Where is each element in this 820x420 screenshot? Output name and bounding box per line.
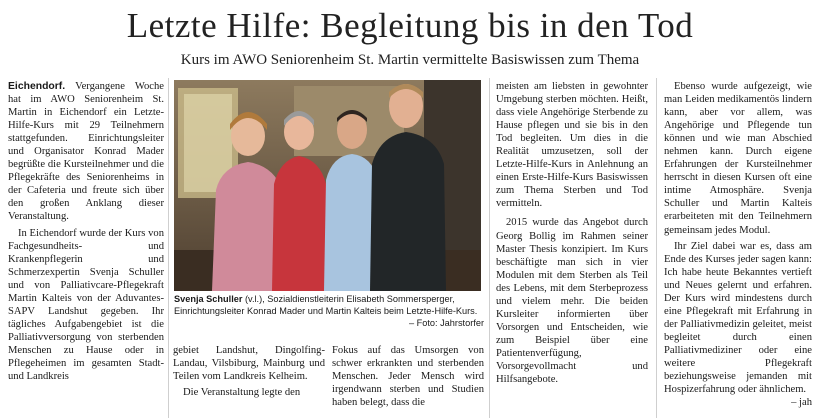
article-column-2-bottom xyxy=(173,344,325,418)
paragraph: Ihr Ziel dabei war es, dass am Ende des Kurses jeder sagen kann: Ich habe heute Bekanntes vertieft und Neues gelernt und erfahren. Der Kurs wird mindestens durch eine Pflegekraft mit Erfahrung in der Palliativmedizin geleitet, meist begleitet durch einen Palliativmediziner oder eine weitere Pflegekraft beziehungsweise jemanden mit Hospizerfahrung oder ähnlichem. xyxy=(664,240,812,396)
photo-credit: – Foto: Jahrstorfer xyxy=(408,318,484,328)
article-subheadline: Kurs im AWO Seniorenheim St. Martin vermittelte Basiswissen zum Thema xyxy=(180,52,640,68)
photo-caption xyxy=(174,293,484,329)
column-divider xyxy=(489,78,490,418)
paragraph: 2015 wurde das Angebot durch Georg Bollig im Rahmen seiner Master Thesis konzipiert. Im Kurs beschäftigte man sich in vier Modulen mit dem Sterben als Teil des Lebens, mit dem Sterbeprozess und vielem mehr. Die beiden Kursleiter informierten über Vorsorgen und Entscheiden, wie zum Beispiel über eine Patientenverfügung, Vorsorgevollmacht und Hilfsangebote. xyxy=(496,217,648,386)
dateline: Eichendorf. xyxy=(8,81,66,92)
paragraph: In Eichendorf wurde der Kurs von Fachgesundheits- und Krankenpflegerin und Schmerzexpertin Svenja Schuller und von Palliativcare-Pflegekraft Martin Kalteis von der Aduvantes-SAPV Landshut gegeben. Ihr tägliches Aufgabengebiet ist die Palliativversorgung von sterbenden Menschen zu Hause oder in Pflegeheimen im gesamten Stadt- und Landkreis xyxy=(8,227,164,383)
paragraph: Fokus auf das Umsorgen von schwer erkrankten und sterbenden Menschen. Jeder Mensch wird irgendwann sterben und Studien haben belegt, dass die xyxy=(332,345,484,409)
paragraph-intro xyxy=(8,80,164,224)
article-column-5 xyxy=(664,80,812,418)
article-column-4 xyxy=(496,80,648,418)
paragraph: meisten am liebsten in gewohnter Umgebung sterben möchten. Heißt, dass viele Angehörige Sterbende zu Hause pflegen und sie bis in den Tod begleiten. Um dies in die Realität umzusetzen, soll der Letzte-Hilfe-Kurs in Anlehnung an einen Erste-Hilfe-Kurs Basiswissen zum Thema Sterben und Tod vermitteln. xyxy=(496,81,648,210)
paragraph: Die Veranstaltung legte den xyxy=(183,387,301,399)
paragraph-text: Vergangene Woche hat im AWO Seniorenheim St. Martin in Eichendorf ein Letzte-Hilfe-Kurs mit 29 Teilnehmern stattgefunden. Einrichtungsleiter und Organisator Konrad Mader begrüßte die Kursteilnehmer und die Pflegekräfte des Seniorenheims in der Cafeteria und freute sich über den großen Anklang dieser Veranstaltung. xyxy=(8,81,164,223)
column-divider xyxy=(656,78,657,418)
article-headline: Letzte Hilfe: Begleitung bis in den Tod xyxy=(126,6,694,45)
caption-name: Svenja Schuller xyxy=(174,294,243,304)
author-initials: – jah xyxy=(791,397,812,409)
column-divider xyxy=(168,78,169,418)
article-photo xyxy=(174,80,481,291)
paragraph: Ebenso wurde aufgezeigt, wie man Leiden medikamentös lindern kann, aber vor allem, was Angehörige und Pflegende tun können und wie man Abschied nehmen kann. Durch eigene Erfahrungen der Kursteilnehmer herrscht in diesen Kursen oft eine intime Atmosphäre. Svenja Schuller und Martin Kalteis erarbeiteten mit den Teilnehmern gemeinsam jedes Modul. xyxy=(664,81,812,236)
article-column-3-bottom xyxy=(332,344,484,418)
caption-text: (v.l.), Sozialdienstleiterin Elisabeth Sommersperger, Einrichtungsleiter Konrad Mader und Martin Kalteis beim Letzte-Hilfe-Kurs. xyxy=(174,294,478,316)
article-column-1 xyxy=(8,80,164,418)
paragraph: gebiet Landshut, Dingolfing-Landau, Vilsbiburg, Mainburg und Teilen vom Landkreis Kelheim. xyxy=(173,345,325,383)
